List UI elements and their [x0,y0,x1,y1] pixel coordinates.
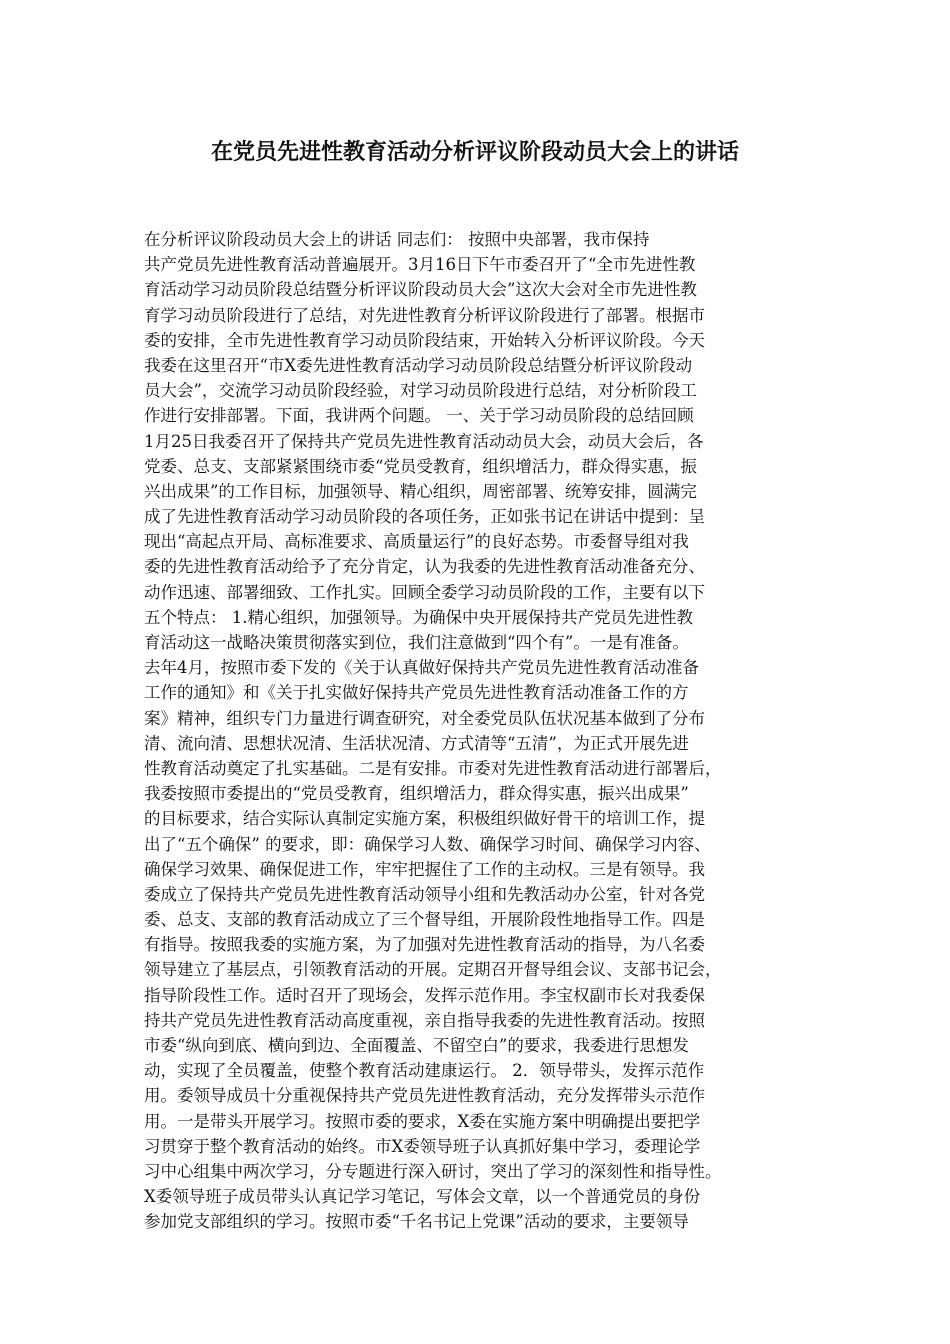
body-line: 委成立了保持共产党员先进性教育活动领导小组和先教活动办公室，针对各党 [144,884,705,904]
body-line: 党委、总支、支部紧紧围绕市委“党员受教育，组织增活力，群众得实惠，振 [144,456,697,476]
body-line: 员大会”，交流学习动员阶段经验，对学习动员阶段进行总结，对分析阶段工 [144,381,697,401]
body-line: 市委“纵向到底、横向到边、全面覆盖、不留空白”的要求，我委进行思想发 [144,1036,689,1055]
body-line: 委的安排，全市先进性教育学习动员阶段结束，开始转入分析评议阶段。今天 [144,330,705,350]
body-line: 在分析评议阶段动员大会上的讲话 同志们： 按照中央部署，我市保持 [144,230,650,249]
body-line: 去年4月，按照市委下发的《关于认真做好保持共产党员先进性教育活动准备 [144,658,699,678]
body-line: 习中心组集中两次学习，分专题进行深入研讨，突出了学习的深刻性和指导性。 [144,1161,722,1181]
body-line: 育学习动员阶段进行了总结，对先进性教育分析评议阶段进行了部署。根据市 [144,305,705,325]
body-line: 成了先进性教育活动学习动员阶段的各项任务，正如张书记在讲话中提到：呈 [144,507,705,527]
body-line: X委领导班子成员带头认真记学习笔记，写体会文章，以一个普通党员的身份 [144,1187,701,1207]
body-line: 案》精神，组织专门力量进行调查研究，对全委党员队伍状况基本做到了分布 [144,708,705,728]
document-title: 在党员先进性教育活动分析评议阶段动员大会上的讲话 [210,140,739,165]
body-line: 育活动这一战略决策贯彻落实到位，我们注意做到“四个有”。一是有准备。 [144,633,689,652]
document-body [144,227,824,1235]
body-line: 用。一是带头开展学习。按照市委的要求，X委在实施方案中明确提出要把学 [144,1111,701,1131]
body-line: 我委在这里召开“市X委先进性教育活动学习动员阶段总结暨分析评议阶段动 [144,355,693,375]
body-line: 持共产党员先进性教育活动高度重视，亲自指导我委的先进性教育活动。按照 [144,1010,705,1030]
body-line: 性教育活动奠定了扎实基础。二是有安排。市委对先进性教育活动进行部署后， [144,758,722,778]
body-line: 参加党支部组织的学习。按照市委“千名书记上党课”活动的要求，主要领导 [144,1212,689,1232]
body-line: 确保学习效果、确保促进工作，牢牢把握住了工作的主动权。三是有领导。我 [144,859,705,879]
body-line: 兴出成果”的工作目标，加强领导、精心组织，周密部署、统筹安排，圆满完 [144,481,697,501]
body-line: 五个特点： 1.精心组织，加强领导。为确保中央开展保持共产党员先进性教 [144,607,693,627]
body-line: 习贯穿于整个教育活动的始终。市X委领导班子认真抓好集中学习，委理论学 [144,1136,701,1156]
body-line: 领导建立了基层点，引领教育活动的开展。定期召开督导组会议、支部书记会， [144,960,722,980]
body-line: 动作迅速、部署细致、工作扎实。回顾全委学习动员阶段的工作，主要有以下 [144,582,705,602]
body-line: 出了“五个确保” 的要求，即：确保学习人数、确保学习时间、确保学习内容、 [144,834,711,854]
body-line: 有指导。按照我委的实施方案，为了加强对先进性教育活动的指导，为八名委 [144,935,705,955]
body-line: 共产党员先进性教育活动普遍展开。3月16日下午市委召开了“全市先进性教 [144,255,696,275]
body-line: 现出“高起点开局、高标准要求、高质量运行”的良好态势。市委督导组对我 [144,532,689,552]
body-line: 指导阶段性工作。适时召开了现场会，发挥示范作用。李宝权副市长对我委保 [144,985,705,1005]
body-line: 1月25日我委召开了保持共产党员先进性教育活动动员大会，动员大会后，各 [144,431,704,451]
body-line: 工作的通知》和《关于扎实做好保持共产党员先进性教育活动准备工作的方 [144,683,689,703]
body-line: 委的先进性教育活动给予了充分肯定，认为我委的先进性教育活动准备充分、 [144,557,705,577]
body-line: 清、流向清、思想状况清、生活状况清、方式清等“五清”，为正式开展先进 [144,733,689,753]
body-line: 的目标要求，结合实际认真制定实施方案，积极组织做好骨干的培训工作，提 [144,809,705,829]
body-line: 作进行安排部署。下面，我讲两个问题。 一、关于学习动员阶段的总结回顾 [144,406,694,426]
body-line: 用。委领导成员十分重视保持共产党员先进性教育活动，充分发挥带头示范作 [144,1086,705,1106]
body-line: 我委按照市委提出的“党员受教育，组织增活力，群众得实惠，振兴出成果” [144,784,689,804]
body-line: 育活动学习动员阶段总结暨分析评议阶段动员大会”这次大会对全市先进性教 [144,280,697,300]
body-line: 动，实现了全员覆盖，使整个教育活动建康运行。 2．领导带头，发挥示范作 [144,1061,705,1081]
body-line: 委、总支、支部的教育活动成立了三个督导组，开展阶段性地指导工作。四是 [144,910,705,930]
